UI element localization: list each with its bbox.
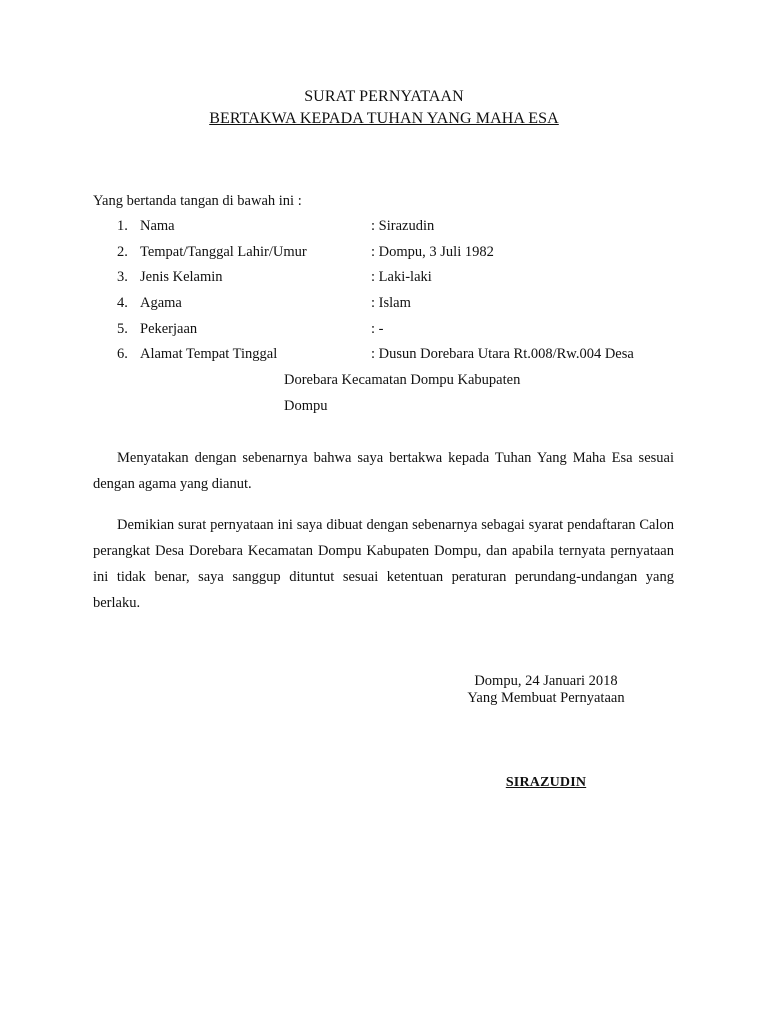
field-value: : Sirazudin	[371, 218, 435, 234]
closing-paragraph: Demikian surat pernyataan ini saya dibuat dengan sebenarnya sebagai syarat pendaftaran Calon perangkat Desa Dorebara Kecamatan Dompu Kabupaten Dompu, dan apabila ternyata pernyataan ini tidak benar, saya sanggup dituntut sesuai ketentuan peraturan perundang-undangan yang berlaku.	[93, 517, 674, 611]
field-row-occupation	[93, 319, 693, 345]
field-label: Tempat/Tanggal Lahir/Umur	[140, 243, 307, 260]
field-label: Nama	[140, 218, 175, 234]
signatory-name: SIRAZUDIN	[505, 775, 587, 790]
signature-place-date: Dompu, 24 Januari 2018	[474, 673, 618, 689]
field-number: 1.	[117, 218, 128, 234]
field-number: 2.	[117, 243, 128, 260]
field-label: Jenis Kelamin	[140, 269, 223, 286]
field-value: : Dusun Dorebara Utara Rt.008/Rw.004 Desa	[371, 346, 634, 363]
field-number: 3.	[117, 269, 128, 286]
signature-role: Yang Membuat Pernyataan	[467, 690, 625, 706]
field-row-gender	[93, 267, 693, 293]
field-row-religion	[93, 293, 693, 319]
address-continuation: Dorebara Kecamatan Dompu Kabupaten	[284, 372, 521, 388]
field-number: 6.	[117, 346, 128, 363]
field-label: Alamat Tempat Tinggal	[140, 346, 278, 363]
field-value: : -	[371, 320, 384, 337]
field-label: Agama	[140, 295, 182, 312]
field-value: : Islam	[371, 295, 411, 312]
field-label: Pekerjaan	[140, 320, 198, 337]
statement-paragraph: Menyatakan dengan sebenarnya bahwa saya bertakwa kepada Tuhan Yang Maha Esa sesuai dengan agama yang dianut.	[93, 450, 674, 492]
field-row-name	[93, 216, 693, 242]
field-value: : Laki-laki	[371, 269, 432, 286]
document-subtitle: BERTAKWA KEPADA TUHAN YANG MAHA ESA	[209, 110, 559, 127]
field-row-address	[93, 344, 693, 370]
field-value: : Dompu, 3 Juli 1982	[371, 243, 494, 260]
address-continuation: Dompu	[284, 398, 328, 414]
identity-fields	[93, 216, 693, 370]
intro-text: Yang bertanda tangan di bawah ini :	[93, 193, 302, 209]
document-title: SURAT PERNYATAAN	[304, 88, 464, 105]
field-number: 5.	[117, 320, 128, 337]
field-number: 4.	[117, 295, 128, 312]
field-row-birth	[93, 242, 693, 268]
